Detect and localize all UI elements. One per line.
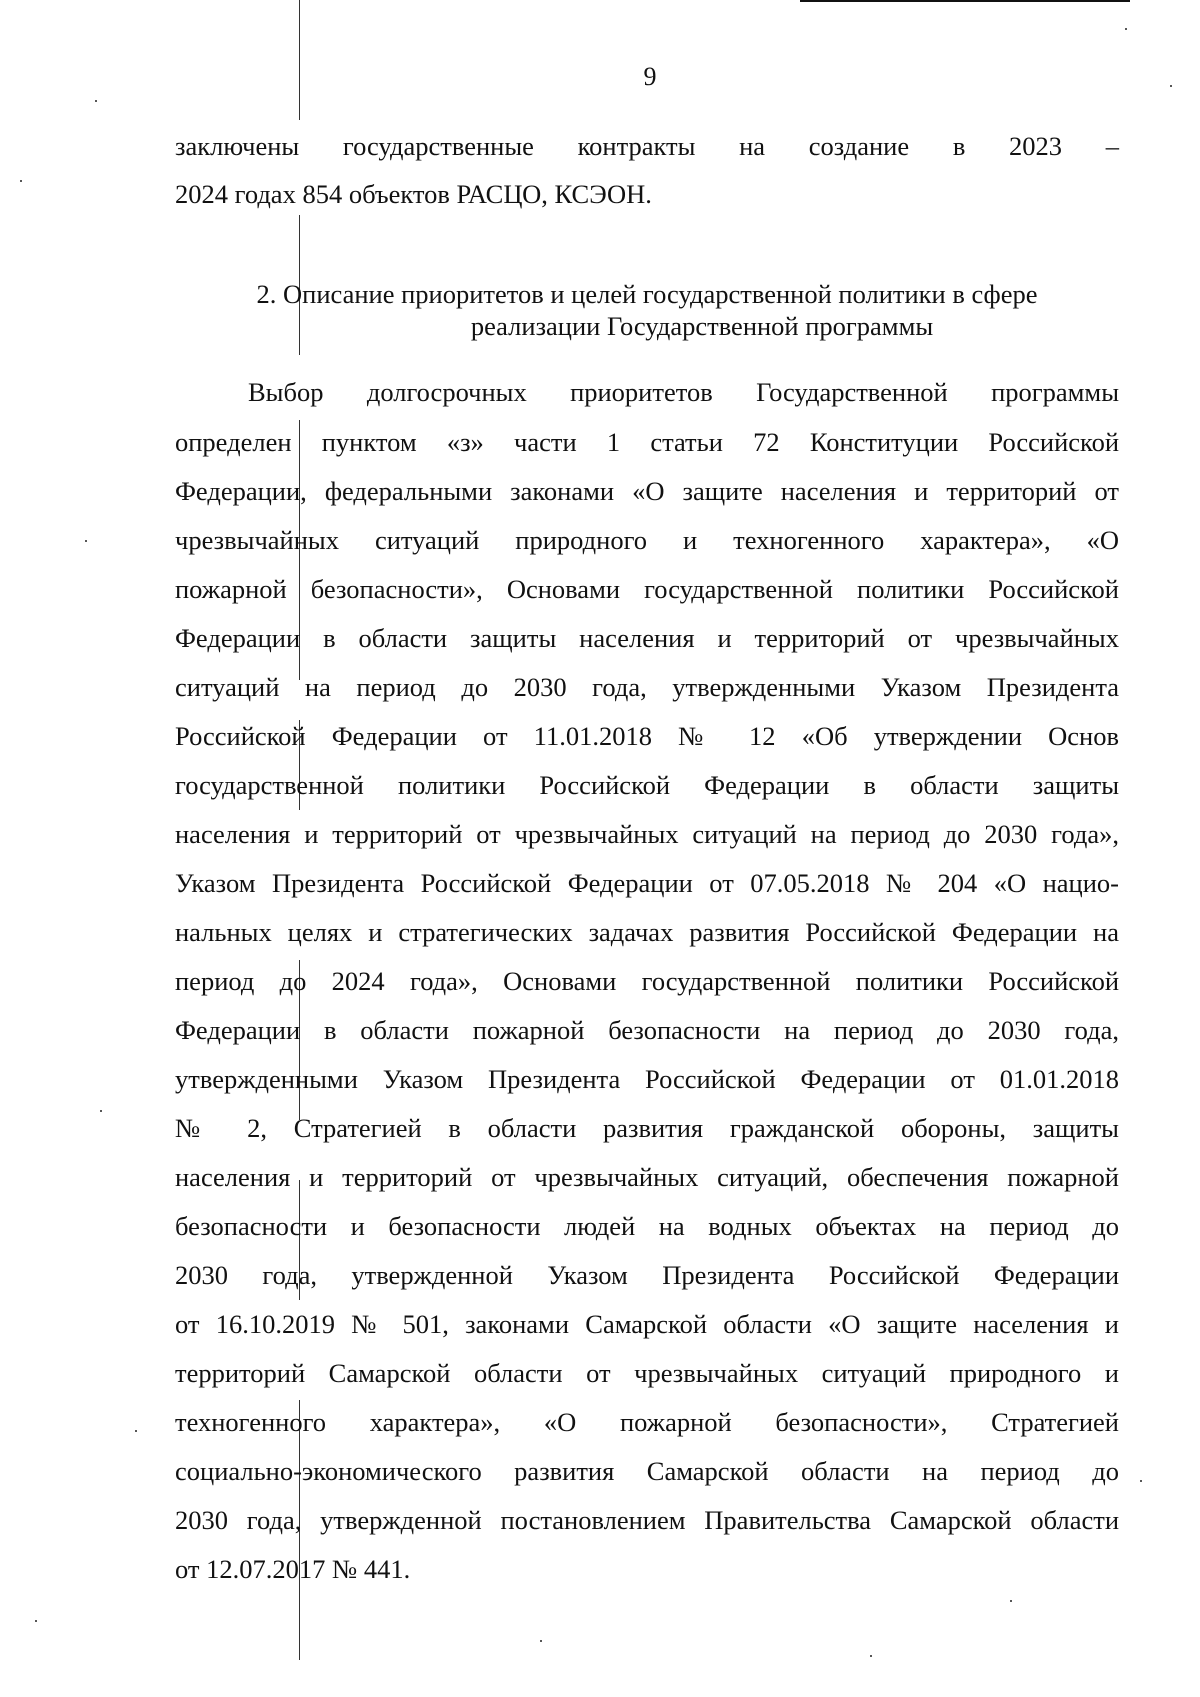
text-line: Федерации в области защиты населения и территорий от чрезвычайных bbox=[175, 623, 1119, 653]
scan-margin-line bbox=[299, 0, 300, 120]
text-line: нальных целях и стратегических задачах развития Российской Федерации на bbox=[175, 917, 1119, 947]
text-line: от 12.07.2017 № 441. bbox=[175, 1554, 411, 1584]
text-line: от 16.10.2019 № 501, законами Самарской области «О защите населения и bbox=[175, 1309, 1119, 1339]
text-line: безопасности и безопасности людей на водных объектах на период до bbox=[175, 1211, 1119, 1241]
scan-speck bbox=[95, 100, 97, 102]
text-line: Федерации в области пожарной безопасности на период до 2030 года, bbox=[175, 1015, 1119, 1045]
text-line: территорий Самарской области от чрезвычайных ситуаций природного и bbox=[175, 1358, 1119, 1388]
text-line: ситуаций на период до 2030 года, утвержденными Указом Президента bbox=[175, 672, 1119, 702]
scan-speck bbox=[85, 540, 87, 542]
text-line: населения и территорий от чрезвычайных ситуаций на период до 2030 года», bbox=[175, 819, 1119, 849]
scan-speck bbox=[20, 180, 22, 182]
scan-speck bbox=[540, 1640, 542, 1642]
scan-speck bbox=[35, 1620, 37, 1622]
text-line: 2030 года, утвержденной Указом Президента Российской Федерации bbox=[175, 1260, 1119, 1290]
scan-speck bbox=[1140, 1480, 1142, 1482]
text-line: пожарной безопасности», Основами государственной политики Российской bbox=[175, 574, 1119, 604]
page-number: 9 bbox=[643, 62, 657, 91]
text-line: заключены государственные контракты на создание в 2023 – bbox=[175, 131, 1119, 161]
text-line: Выбор долгосрочных приоритетов Государственной программы bbox=[248, 377, 1119, 407]
text-line: 2024 годах 854 объектов РАСЦО, КСЭОН. bbox=[175, 179, 652, 209]
text-line: № 2, Стратегией в области развития гражданской обороны, защиты bbox=[175, 1113, 1119, 1143]
text-line: Российской Федерации от 11.01.2018 № 12 «Об утверждении Основ bbox=[175, 721, 1119, 751]
scan-speck bbox=[135, 1430, 137, 1432]
text-line: 2030 года, утвержденной постановлением Правительства Самарской области bbox=[175, 1505, 1119, 1535]
text-line: государственной политики Российской Федерации в области защиты bbox=[175, 770, 1119, 800]
text-line: определен пунктом «з» части 1 статьи 72 Конституции Российской bbox=[175, 427, 1119, 457]
scan-speck bbox=[100, 1110, 102, 1112]
section-heading: 2. Описание приоритетов и целей государственной политики в сфере bbox=[256, 279, 1038, 309]
scan-speck bbox=[1125, 28, 1127, 30]
text-line: Указом Президента Российской Федерации от 07.05.2018 № 204 «О нацио- bbox=[175, 868, 1119, 898]
text-line: социально-экономического развития Самарской области на период до bbox=[175, 1456, 1119, 1486]
scan-speck bbox=[1010, 1600, 1012, 1602]
text-line: населения и территорий от чрезвычайных ситуаций, обеспечения пожарной bbox=[175, 1162, 1119, 1192]
text-line: чрезвычайных ситуаций природного и техногенного характера», «О bbox=[175, 525, 1119, 555]
section-heading: реализации Государственной программы bbox=[470, 311, 934, 341]
text-line: период до 2024 года», Основами государственной политики Российской bbox=[175, 966, 1119, 996]
scan-top-rule bbox=[800, 0, 1130, 2]
scan-speck bbox=[870, 1655, 872, 1657]
text-line: техногенного характера», «О пожарной безопасности», Стратегией bbox=[175, 1407, 1119, 1437]
text-line: Федерации, федеральными законами «О защите населения и территорий от bbox=[175, 476, 1119, 506]
text-line: утвержденными Указом Президента Российской Федерации от 01.01.2018 bbox=[175, 1064, 1119, 1094]
